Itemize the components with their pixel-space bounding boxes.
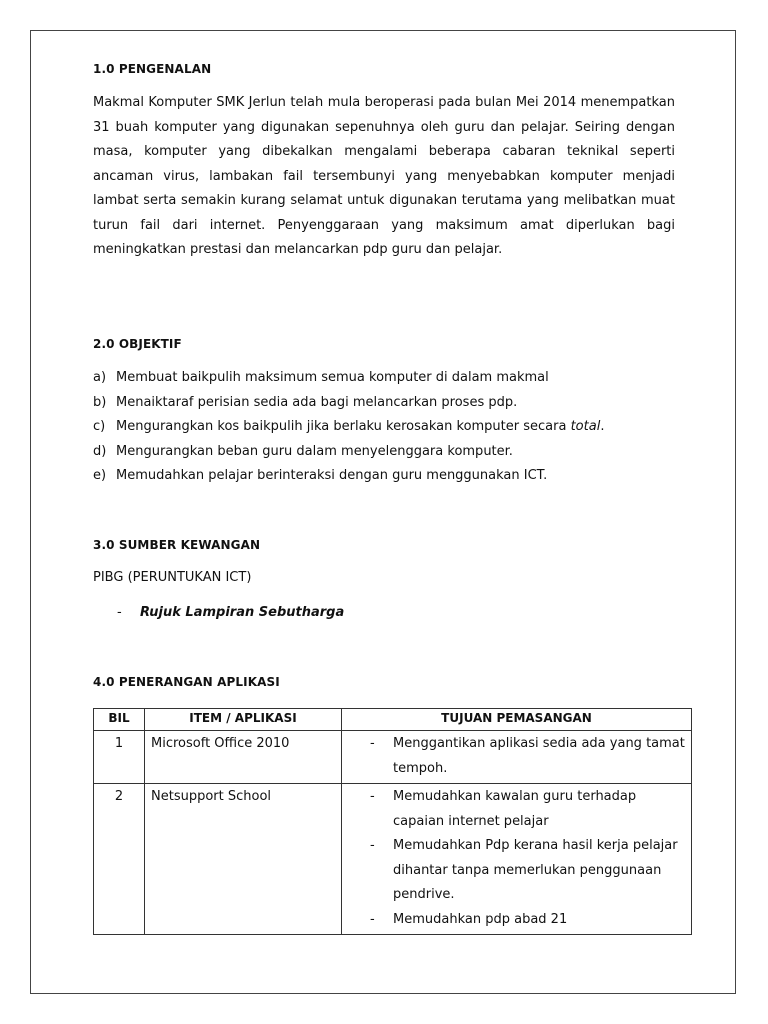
objective-text-italic: total: [570, 419, 601, 434]
objective-text: [116, 417, 604, 442]
purpose-text: Memudahkan Pdp kerana hasil kerja pelajar dihantar tanpa memerlukan penggunaan pendrive.: [393, 838, 678, 902]
objective-text: Membuat baikpulih maksimum semua komputer di dalam makmal: [116, 370, 549, 385]
funding-source: PIBG (PERUNTUKAN ICT): [93, 570, 252, 585]
objective-letter: b): [93, 394, 107, 410]
purpose-item: [348, 785, 685, 834]
purpose-dash: -: [370, 789, 375, 804]
purpose-text: Memudahkan pdp abad 21: [393, 911, 568, 927]
header-purpose: TUJUAN PEMASANGAN: [342, 709, 692, 731]
purpose-dash: -: [370, 736, 375, 751]
section-3-heading: 3.0 SUMBER KEWANGAN: [93, 538, 261, 552]
purpose-dash: -: [370, 911, 375, 927]
table-row: [94, 731, 692, 784]
objective-letter: c): [93, 419, 106, 434]
objective-item: [93, 368, 604, 393]
objective-letter: a): [93, 370, 107, 385]
objective-item: [93, 442, 604, 467]
purpose-text: Menggantikan aplikasi sedia ada yang tamat tempoh.: [393, 736, 685, 776]
purpose-item: [348, 732, 685, 781]
table-header-row: [94, 709, 692, 731]
application-table: [93, 708, 692, 935]
purpose-item: [348, 834, 685, 908]
cell-bil: 1: [94, 731, 145, 784]
objective-text: Mengurangkan beban guru dalam menyelenggara komputer.: [116, 443, 513, 459]
header-bil: BIL: [94, 709, 145, 731]
purpose-text: Memudahkan kawalan guru terhadap capaian internet pelajar: [393, 789, 637, 829]
section-1-heading: 1.0 PENGENALAN: [93, 62, 212, 76]
reference-text: Rujuk Lampiran Sebutharga: [140, 605, 345, 620]
reference-line: [117, 605, 344, 620]
objective-item: [93, 417, 604, 442]
reference-dash: -: [117, 605, 122, 620]
purpose-list: [348, 785, 685, 932]
purpose-dash: -: [370, 838, 375, 853]
objectives-list: [93, 368, 604, 491]
cell-item: Microsoft Office 2010: [145, 731, 342, 784]
objective-text: Menaiktaraf perisian sedia ada bagi melancarkan proses pdp.: [116, 394, 518, 410]
objective-item: [93, 466, 604, 491]
purpose-item: [348, 908, 685, 933]
objective-letter: e): [93, 468, 107, 483]
objective-text-suffix: .: [600, 419, 605, 434]
objective-text: Memudahkan pelajar berinteraksi dengan guru menggunakan ICT.: [116, 468, 548, 483]
cell-purpose: [342, 731, 692, 784]
objective-item: [93, 393, 604, 418]
purpose-list: [348, 732, 685, 781]
cell-purpose: [342, 784, 692, 935]
table-row: [94, 784, 692, 935]
introduction-paragraph: Makmal Komputer SMK Jerlun telah mula beroperasi pada bulan Mei 2014 menempatkan 31 buah komputer yang digunakan sepenuhnya oleh guru dan pelajar. Seiring dengan masa, komputer yang dibekalkan mengalami beberapa cabaran teknikal seperti ancaman virus, lambakan fail tersembunyi yang menyebabkan komputer menjadi lambat serta semakin kurang selamat untuk digunakan terutama yang melibatkan muat turun fail dari internet. Penyenggaraan yang maksimum amat diperlukan bagi meningkatkan prestasi dan melancarkan pdp guru dan pelajar.: [93, 95, 675, 257]
section-2-heading: 2.0 OBJEKTIF: [93, 337, 182, 351]
cell-item: Netsupport School: [145, 784, 342, 935]
section-4-heading: 4.0 PENERANGAN APLIKASI: [93, 675, 280, 689]
cell-bil: 2: [94, 784, 145, 935]
objective-letter: d): [93, 443, 107, 459]
objective-text-main: Mengurangkan kos baikpulih jika berlaku kerosakan komputer secara: [116, 419, 571, 434]
header-item: ITEM / APLIKASI: [145, 709, 342, 731]
